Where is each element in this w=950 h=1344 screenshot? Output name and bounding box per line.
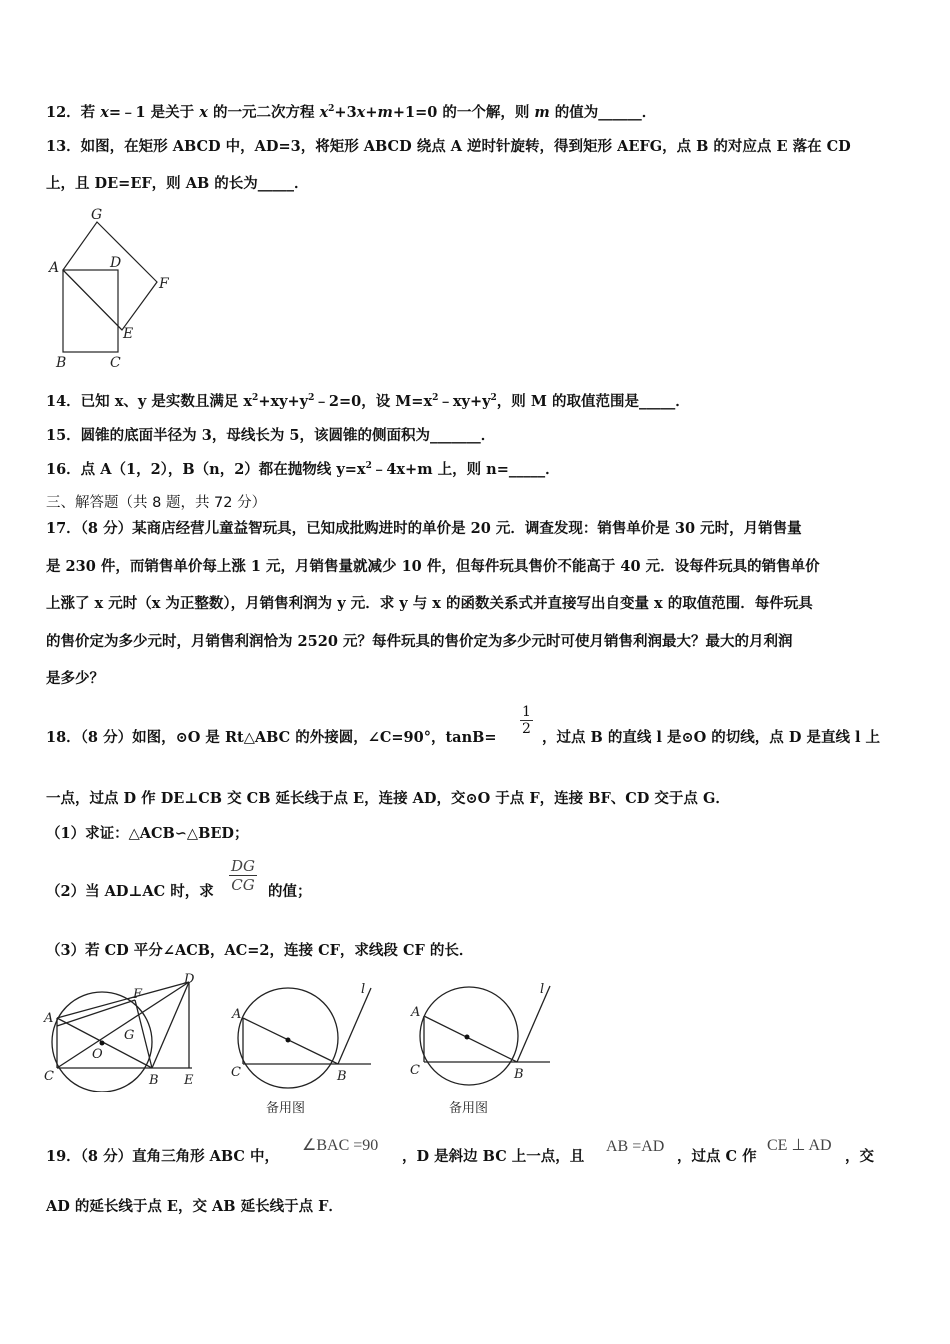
question-13-line-2: 上，且 DE=EF，则 AB 的长为_____． bbox=[46, 175, 309, 192]
question-18-part-3: （3）若 CD 平分∠ACB，AC=2，连接 CF，求线段 CF 的长． bbox=[46, 942, 474, 959]
label-c: C bbox=[231, 1065, 241, 1080]
question-17-line-4: 的售价定为多少元时，月销售利润恰为 2520 元？每件玩具的售价定为多少元时可使月销售利润最大？最大的月利润 bbox=[46, 633, 793, 650]
fraction-dg-cg: $\frac{DG}{CG}$ bbox=[231, 857, 256, 894]
label-a: A bbox=[232, 1007, 242, 1022]
rect-aefg bbox=[63, 222, 157, 330]
question-18-part-1: （1）求证：△ACB∽△BED； bbox=[46, 825, 249, 842]
section-3-title: 三、解答题（共 8 题，共 72 分） bbox=[46, 495, 267, 511]
label-e: E bbox=[184, 1073, 194, 1088]
label-l: l bbox=[540, 982, 545, 997]
caption-spare-2: 备用图 bbox=[449, 1101, 489, 1116]
label-b: B bbox=[514, 1067, 524, 1082]
question-19-line-1a: 19．（8 分）直角三角形 ABC 中， bbox=[46, 1148, 279, 1165]
segment-ab bbox=[424, 1016, 517, 1062]
label-g: G bbox=[91, 208, 103, 223]
question-18-line-2: 一点，过点 D 作 DE⊥CB 交 CB 延长线于点 E，连接 AD，交⊙O 于点 F，连接 BF、CD 交于点 G． bbox=[46, 790, 730, 807]
center-o-dot bbox=[100, 1041, 105, 1046]
label-c: C bbox=[110, 355, 121, 371]
label-f: F bbox=[133, 987, 143, 1002]
label-a: A bbox=[44, 1011, 54, 1026]
question-17-line-3: 上涨了 x 元时（x 为正整数），月销售利润为 y 元．求 y 与 x 的函数关系式并直接写出自变量 x 的取值范围．每件玩具 bbox=[46, 595, 813, 612]
question-19-line-1c: ，过点 C 作 bbox=[677, 1148, 757, 1165]
label-g: G bbox=[124, 1028, 135, 1043]
rect-abcd bbox=[63, 270, 118, 352]
label-b: B bbox=[337, 1069, 347, 1084]
label-e: E bbox=[123, 326, 134, 342]
question-18-part-2b: 的值； bbox=[268, 883, 312, 900]
question-17-line-5: 是多少？ bbox=[46, 670, 104, 687]
question-15: 15．圆锥的底面半径为 3，母线长为 5，该圆锥的侧面积为_______． bbox=[46, 427, 496, 444]
question-19-line-1d: ，交 bbox=[845, 1148, 874, 1165]
label-l: l bbox=[361, 982, 366, 997]
question-19-line-1b: ，D 是斜边 BC 上一点，且 bbox=[402, 1148, 585, 1165]
figure-q13-rectangle bbox=[44, 208, 184, 373]
segment-bf bbox=[135, 1000, 152, 1068]
question-14: 14．已知 x、y 是实数且满足 $x^2+xy+y^2﹣2=0$，设 $M=x^2﹣xy+y^2$，则 M 的取值范围是_____． bbox=[46, 393, 690, 410]
segment-cd bbox=[57, 982, 189, 1068]
tangent-line-l bbox=[517, 986, 550, 1062]
label-f: F bbox=[159, 276, 169, 292]
question-12: 12．若 x=﹣1 是关于 x 的一元二次方程 $x^2+3x+m+1=0$ 的一个解，则 m 的值为______． bbox=[46, 104, 657, 121]
label-d: D bbox=[184, 972, 195, 987]
caption-spare-1: 备用图 bbox=[266, 1101, 306, 1116]
fraction-tanb: $\frac{1}{2}$ bbox=[522, 704, 531, 737]
label-o: O bbox=[92, 1047, 103, 1062]
question-18-line-1a: 18．（8 分）如图，⊙O 是 Rt△ABC 的外接圆，∠C=90°，tanB= bbox=[46, 729, 497, 746]
center-dot bbox=[465, 1035, 470, 1040]
question-19-line-2: AD 的延长线于点 E，交 AB 延长线于点 F． bbox=[46, 1198, 343, 1215]
figure-q18-spare-1 bbox=[226, 980, 386, 1120]
segment-ad bbox=[57, 982, 189, 1018]
tangent-line-l bbox=[338, 988, 371, 1064]
math-ce-perp-ad: CE ⊥ AD bbox=[767, 1137, 832, 1154]
label-a: A bbox=[411, 1005, 421, 1020]
question-16: 16．点 A（1，2），B（n，2）都在抛物线 $y=x^2﹣4x+m$ 上，则 n=_____． bbox=[46, 461, 560, 478]
label-b: B bbox=[56, 355, 67, 371]
label-b: B bbox=[149, 1073, 159, 1088]
question-13-line-1: 13．如图，在矩形 ABCD 中，AD=3，将矩形 ABCD 绕点 A 逆时针旋转，得到矩形 AEFG，点 B 的对应点 E 落在 CD bbox=[46, 138, 851, 155]
figure-q18-spare-2 bbox=[404, 980, 564, 1120]
center-dot bbox=[286, 1038, 291, 1043]
math-ab-eq-ad: AB =AD bbox=[606, 1138, 665, 1155]
label-a: A bbox=[49, 260, 60, 276]
question-18-line-1b: ，过点 B 的直线 l 是⊙O 的切线，点 D 是直线 l 上 bbox=[542, 729, 881, 746]
question-17-line-1: 17．（8 分）某商店经营儿童益智玩具，已知成批购进时的单价是 20 元．调查发现：销售单价是 30 元时，月销售量 bbox=[46, 520, 802, 537]
label-c: C bbox=[44, 1069, 54, 1084]
question-17-line-2: 是 230 件，而销售单价每上涨 1 元，月销售量就减少 10 件，但每件玩具售价不能高于 40 元．设每件玩具的销售单价 bbox=[46, 558, 820, 575]
label-c: C bbox=[410, 1063, 420, 1078]
figure-q18-main bbox=[40, 972, 210, 1092]
segment-ab bbox=[243, 1018, 338, 1064]
segment-bd bbox=[152, 982, 189, 1068]
segment-ae bbox=[63, 270, 122, 330]
question-18-part-2a: （2）当 AD⊥AC 时，求 bbox=[46, 883, 214, 900]
math-angle-bac: ∠BAC =90 bbox=[302, 1137, 379, 1154]
label-d: D bbox=[110, 255, 122, 271]
